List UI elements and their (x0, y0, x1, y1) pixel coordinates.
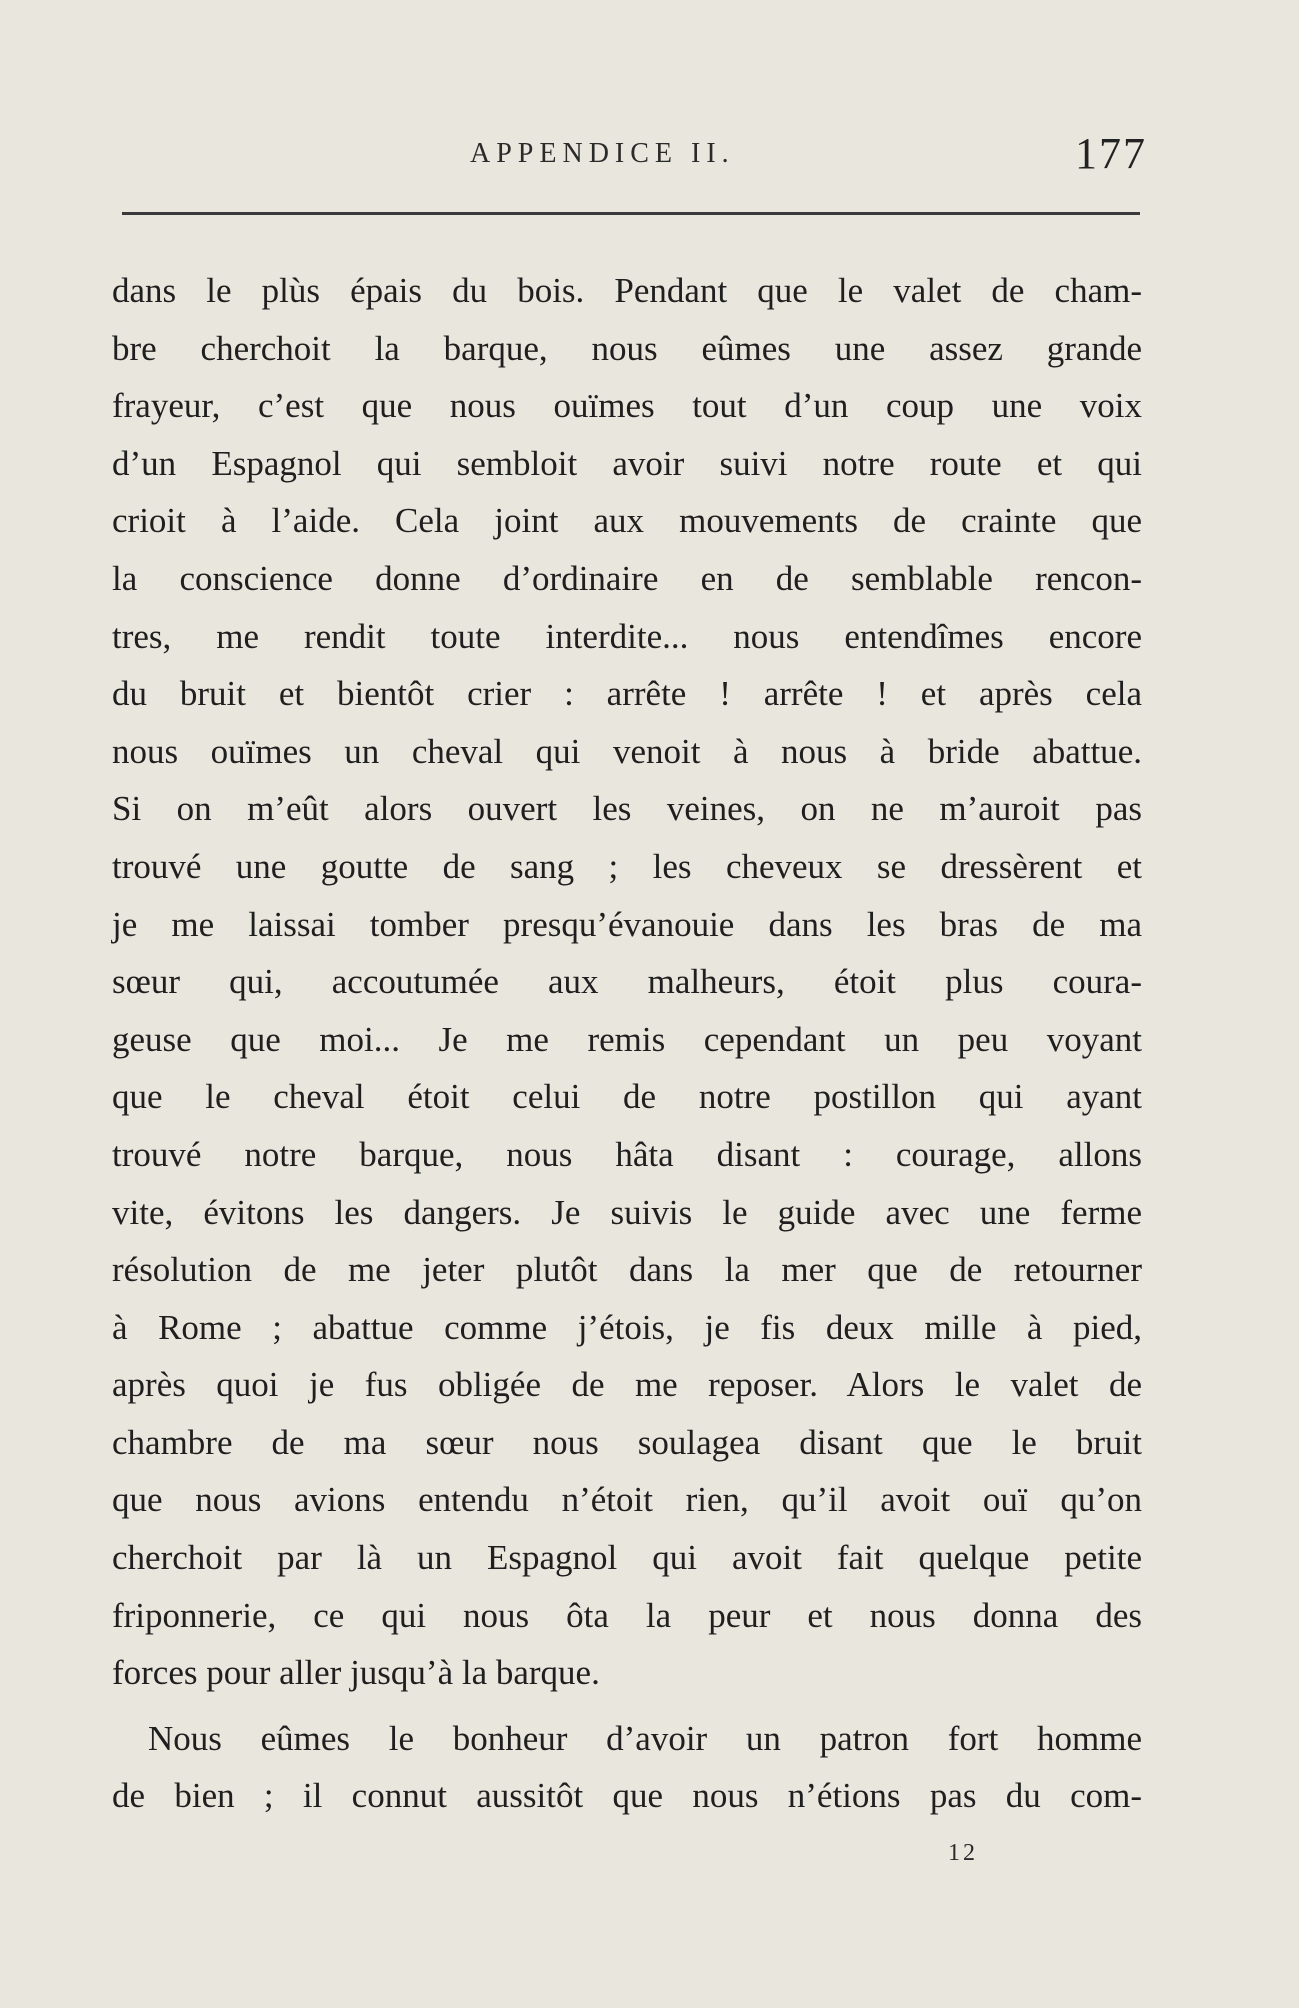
text-line: du bruit et bientôt crier : arrête ! arrête ! et après cela (112, 674, 1142, 714)
text-line: tres, me rendit toute interdite... nous entendîmes encore (112, 616, 1142, 656)
text-line: je me laissai tomber presqu’évanouie dans les bras de ma (112, 904, 1142, 944)
text-line: chambre de ma sœur nous soulagea disant que le bruit (112, 1422, 1142, 1462)
text-line: vite, évitons les dangers. Je suivis le guide avec une ferme (112, 1192, 1142, 1232)
paragraph-gap (112, 1702, 1142, 1710)
text-line: frayeur, c’est que nous ouïmes tout d’un coup une voix (112, 386, 1142, 426)
text-line: trouvé notre barque, nous hâta disant : courage, allons (112, 1134, 1142, 1174)
page-number: 177 (1075, 129, 1147, 178)
text-line: Si on m’eût alors ouvert les veines, on ne m’auroit pas (112, 789, 1142, 829)
text-line: Nous eûmes le bonheur d’avoir un patron fort homme (148, 1718, 1142, 1758)
text-line: trouvé une goutte de sang ; les cheveux se dressèrent et (112, 846, 1142, 886)
text-line: que le cheval étoit celui de notre postillon qui ayant (112, 1077, 1142, 1117)
text-line: geuse que moi... Je me remis cependant un peu voyant (112, 1019, 1142, 1059)
paragraph (112, 262, 1142, 1702)
body-text (112, 262, 1142, 1825)
text-line: bre cherchoit la barque, nous eûmes une assez grande (112, 328, 1142, 368)
text-line: cherchoit par là un Espagnol qui avoit fait quelque petite (112, 1538, 1142, 1578)
text-line: à Rome ; abattue comme j’étois, je fis deux mille à pied, (112, 1307, 1142, 1347)
text-line: d’un Espagnol qui sembloit avoir suivi notre route et qui (112, 443, 1142, 483)
text-line: sœur qui, accoutumée aux malheurs, étoit plus coura- (112, 962, 1142, 1002)
text-line: après quoi je fus obligée de me reposer. Alors le valet de (112, 1365, 1142, 1405)
text-line: résolution de me jeter plutôt dans la mer que de retourner (112, 1250, 1142, 1290)
text-line: nous ouïmes un cheval qui venoit à nous à bride abattue. (112, 731, 1142, 771)
signature-mark: 12 (948, 1840, 978, 1866)
running-head: APPENDICE II. (470, 138, 735, 169)
paragraph (112, 1710, 1142, 1825)
text-line: crioit à l’aide. Cela joint aux mouvements de crainte que (112, 501, 1142, 541)
text-line: dans le plùs épais du bois. Pendant que le valet de cham- (112, 271, 1142, 310)
text-line: que nous avions entendu n’étoit rien, qu’il avoit ouï qu’on (112, 1480, 1142, 1520)
text-line: friponnerie, ce qui nous ôta la peur et nous donna des (112, 1595, 1142, 1635)
text-line: de bien ; il connut aussitôt que nous n’étions pas du com- (112, 1776, 1142, 1816)
text-line: forces pour aller jusqu’à la barque. (112, 1653, 600, 1693)
header-rule (122, 212, 1140, 215)
text-line: la conscience donne d’ordinaire en de semblable rencon- (112, 558, 1142, 598)
